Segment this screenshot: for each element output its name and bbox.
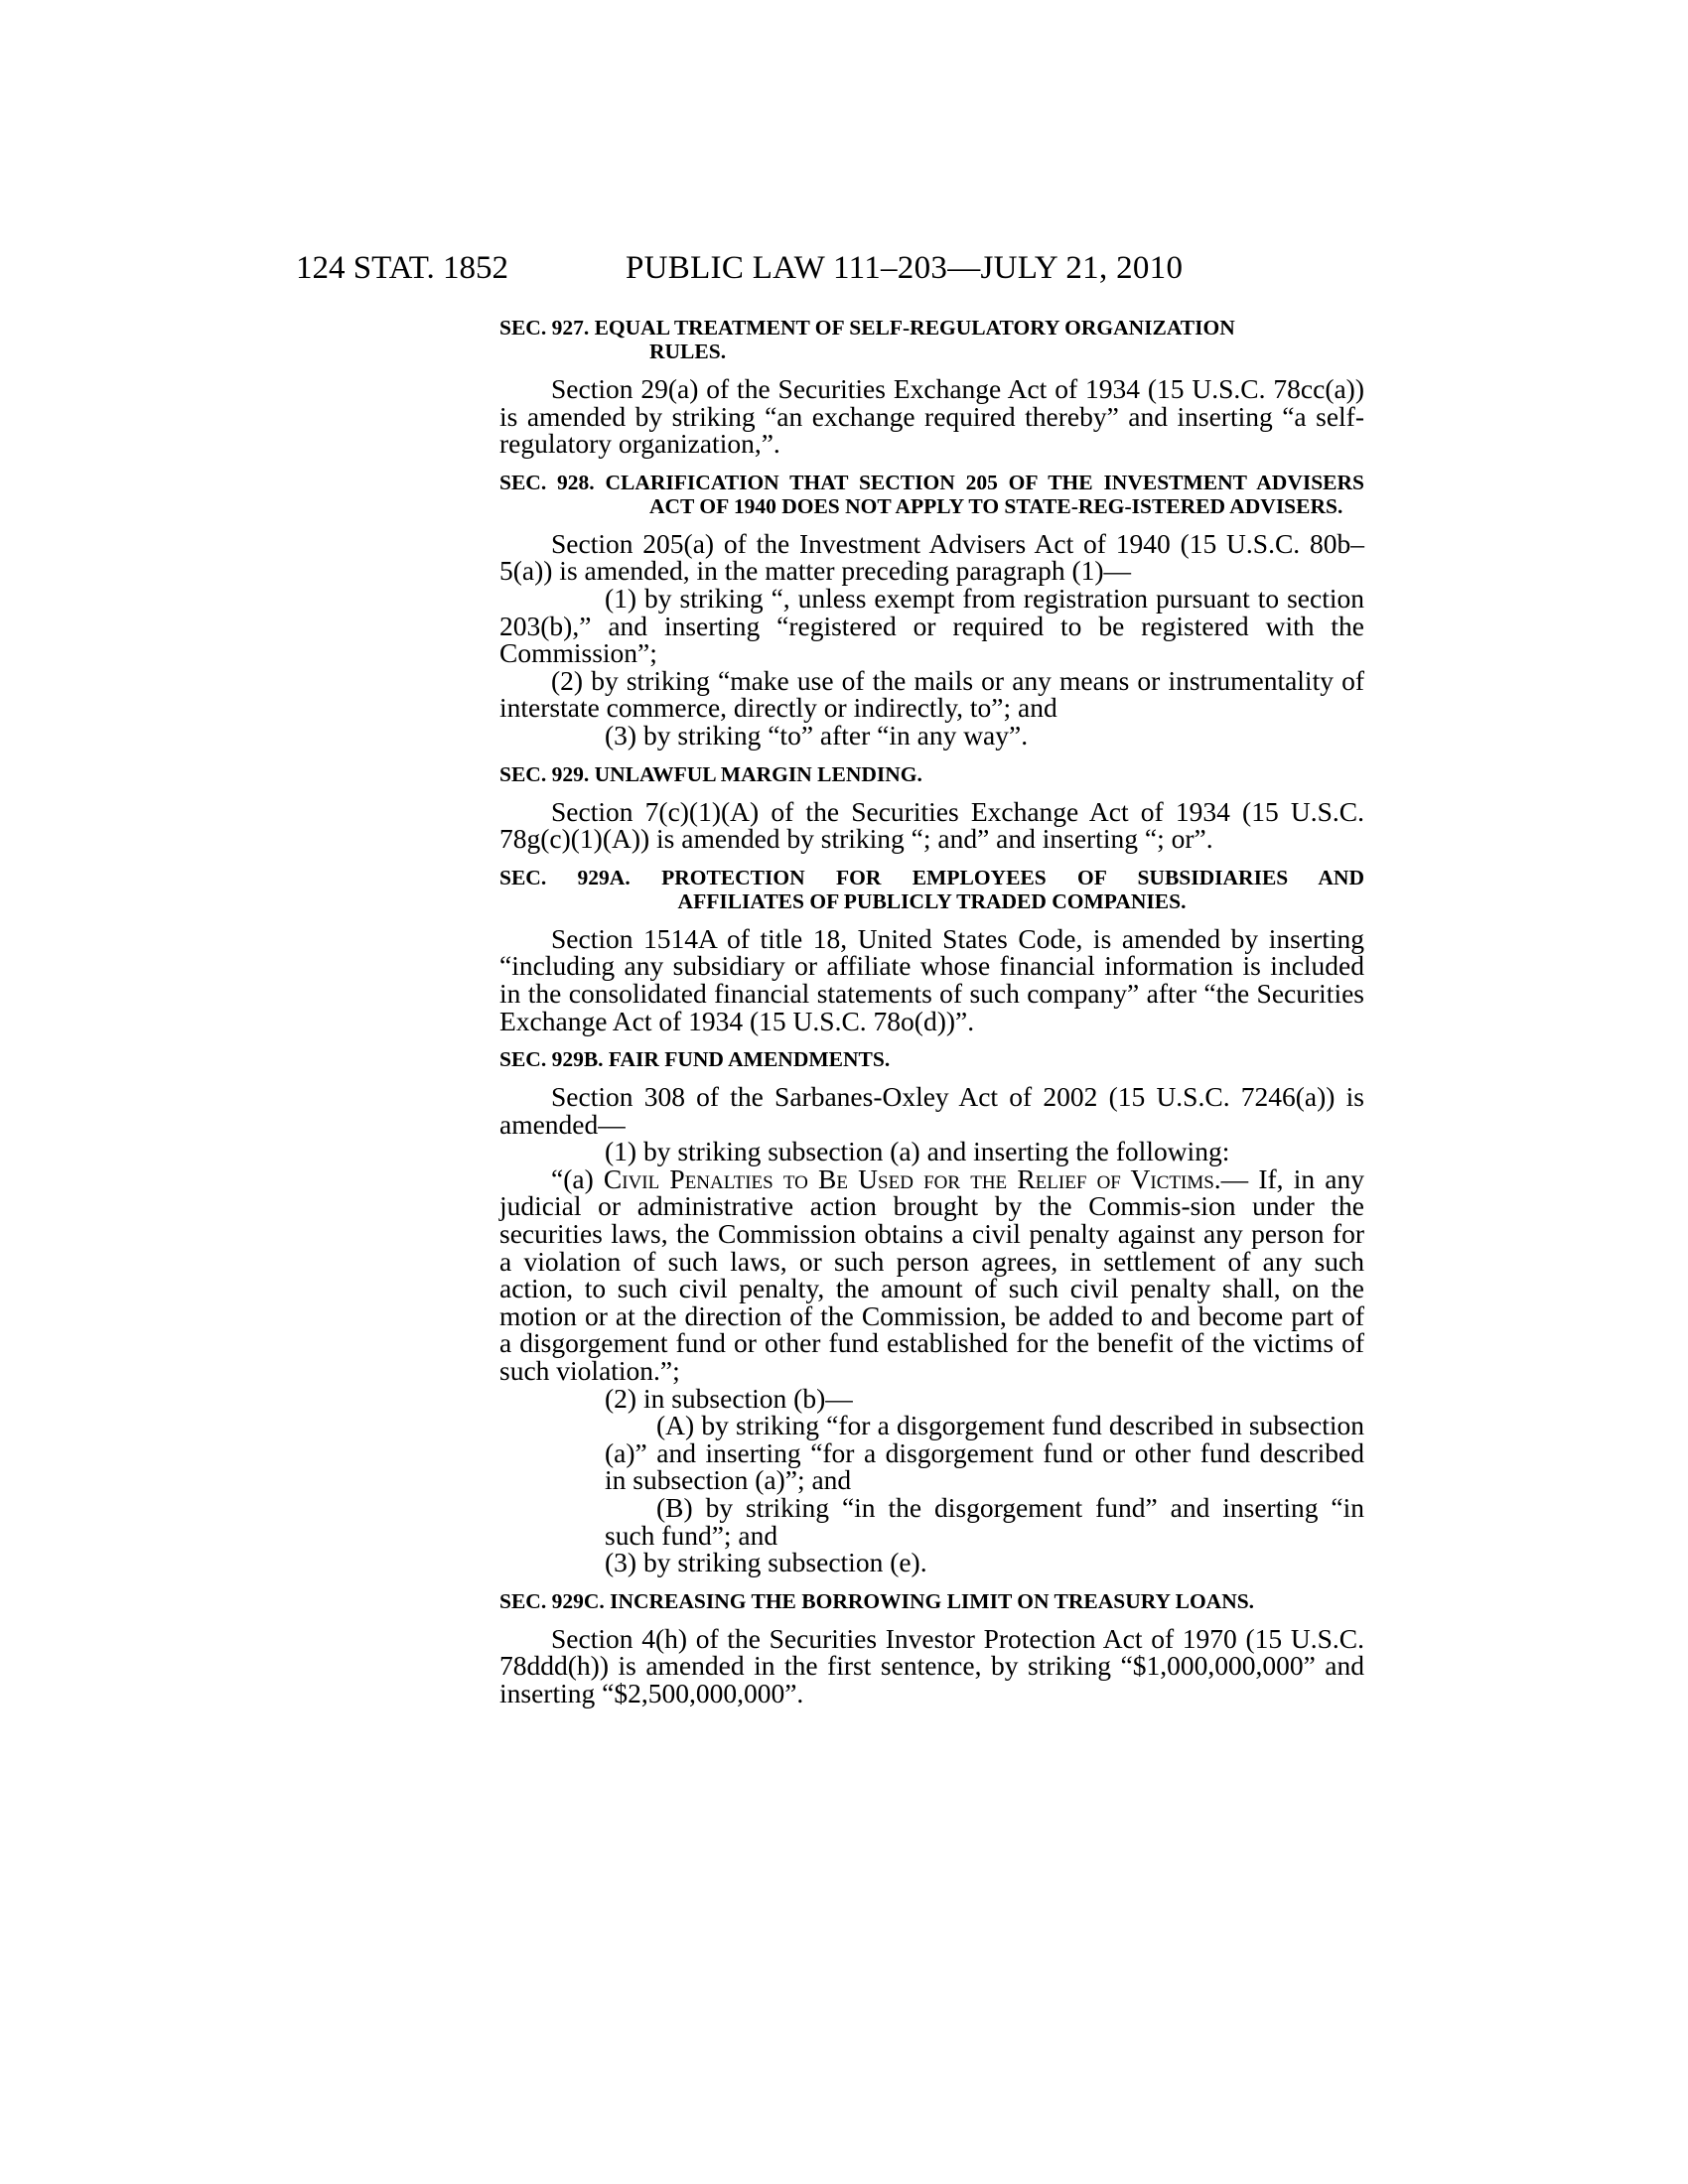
section-929a-text: Section 1514A of title 18, United States Code, is amended by inserting “including any subsidiary or affiliate whose financial information is included in the consolidated financial statements of such company” after “the Securities Exchange Act of 1934 (15 U.S.C. 78o(d))”. (499, 922, 1364, 1036)
section-929c-heading: SEC. 929C. INCREASING THE BORROWING LIMIT ON TREASURY LOANS. (499, 1588, 1255, 1613)
section-927-text: Section 29(a) of the Securities Exchange Act of 1934 (15 U.S.C. 78cc(a)) is amended by striking “an exchange required thereby” and inserting “a self-regulatory organization,”. (499, 373, 1364, 460)
page-number: 124 STAT. 1852 (296, 250, 509, 286)
section-929b-item-3: (3) by striking subsection (e). (605, 1547, 927, 1578)
section-929b-item-2b: (B) by striking “in the disgorgement fund” and inserting “in such fund”; and (605, 1492, 1364, 1551)
section-927-heading (499, 316, 1364, 363)
section-928-item-2: (2) by striking “make use of the mails or any means or instrumentality of interstate commerce, directly or indirectly, to”; and (499, 664, 1364, 724)
section-927-heading-line1: SEC. 927. EQUAL TREATMENT OF SELF-REGULATORY ORGANIZATION (499, 316, 1235, 340)
section-929b-heading: SEC. 929B. FAIR FUND AMENDMENTS. (499, 1047, 891, 1072)
section-929b-quoted-subsection: “(a) Civil Penalties to Be Used for the Relief of Victims.— If, in any judicial or administrative action brought by the Commis-sion under the securities laws, the Commission obtains a civil penalty against any person for a violation of such laws, or such person agrees, in settlement of any such action, to such civil penalty, the amount of such civil penalty shall, on the motion or at the direction of the Commission, be added to and become part of a disgorgement fund or other fund established for the benefit of the victims of such violation.”; (499, 1162, 1364, 1387)
section-927-heading-line2: RULES. (649, 340, 727, 363)
section-929-heading: SEC. 929. UNLAWFUL MARGIN LENDING. (499, 761, 922, 786)
document-body (499, 316, 1364, 1707)
running-header: PUBLIC LAW 111–203—JULY 21, 2010 (626, 250, 1184, 286)
subsection-caption: Civil Penalties to Be Used for the Relief of Victims (603, 1162, 1214, 1194)
section-929b-intro: Section 308 of the Sarbanes-Oxley Act of 2002 (15 U.S.C. 7246(a)) is amended— (499, 1081, 1364, 1140)
section-928-item-3: (3) by striking “to” after “in any way”. (605, 719, 1029, 751)
section-929a-heading-line2: AFFILIATES OF PUBLICLY TRADED COMPANIES. (677, 888, 1187, 913)
section-928-heading: SEC. 928. CLARIFICATION THAT SECTION 205 OF THE INVESTMENT ADVISERS ACT OF 1940 DOES NOT APPLY TO STATE-REG-ISTERED ADVISERS. (499, 470, 1364, 518)
section-928-intro: Section 205(a) of the Investment Advisers Act of 1940 (15 U.S.C. 80b–5(a)) is amended, in the matter preceding paragraph (1)— (499, 527, 1364, 587)
section-929a-heading-line1: SEC. 929A. PROTECTION FOR EMPLOYEES OF SUBSIDIARIES AND (499, 865, 1364, 889)
section-929b-item-2a: (A) by striking “for a disgorgement fund described in subsection (a)” and inserting “for a disgorgement fund or other fund described in subsection (a)”; and (605, 1410, 1364, 1496)
section-929b-item-2: (2) in subsection (b)— (605, 1382, 853, 1414)
section-929c-text: Section 4(h) of the Securities Investor Protection Act of 1970 (15 U.S.C. 78ddd(h)) is amended in the first sentence, by striking “$1,000,000,000” and inserting “$2,500,000,000”. (499, 1622, 1364, 1708)
section-929-text: Section 7(c)(1)(A) of the Securities Exchange Act of 1934 (15 U.S.C. 78g(c)(1)(A)) is amended by striking “; and” and inserting “; or”. (499, 795, 1364, 855)
section-928-item-1: (1) by striking “, unless exempt from registration pursuant to section 203(b),” and inserting “registered or required to be registered with the Commission”; (499, 582, 1364, 669)
section-929b-item-1: (1) by striking subsection (a) and inserting the following: (605, 1136, 1230, 1167)
